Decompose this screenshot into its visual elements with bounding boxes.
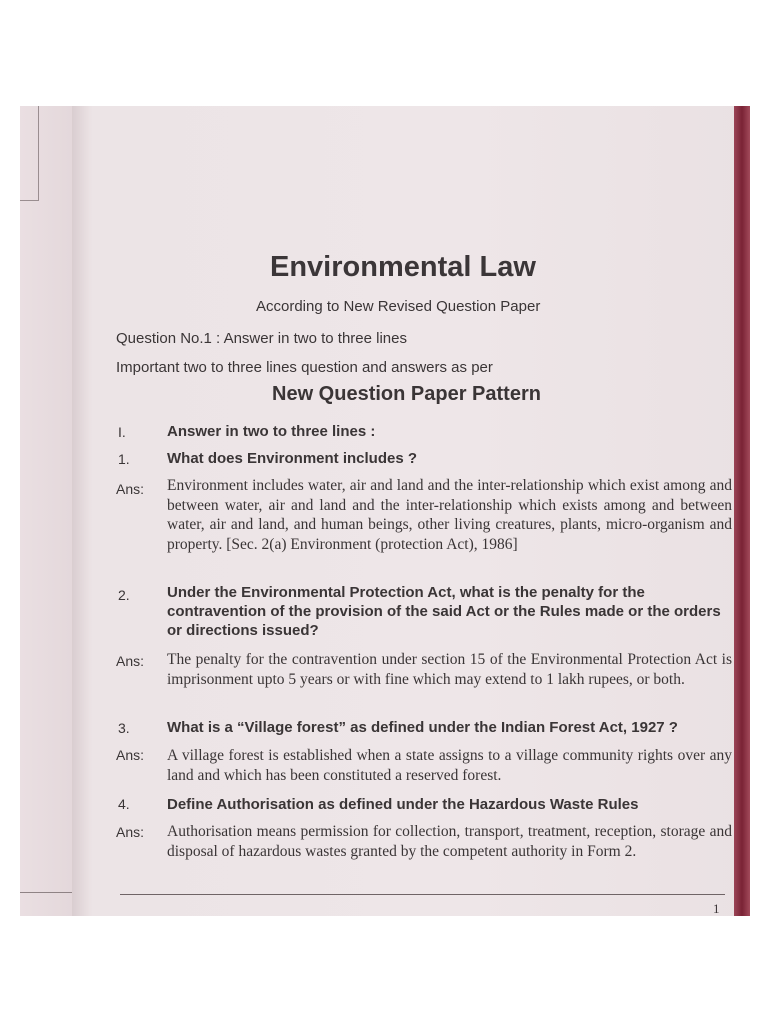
answer-text: Environment includes water, air and land and the inter-relationship which exist among and between water, air and land and the inter-relationship which exists among and between water, air and land, and human beings, other living creatures, plants, micro-organism and property. [Sec. 2(a) Environment (protection Act), 1986] <box>167 477 732 553</box>
answer-label: Ans: <box>116 747 145 763</box>
footer-rule <box>120 894 725 895</box>
left-facing-page <box>20 106 72 916</box>
question-text: Under the Environmental Protection Act, what is the penalty for the contravention of the provision of the said Act or the Rules made or the orders or directions issued? <box>167 584 721 639</box>
book-cover-edge <box>734 106 750 916</box>
question-text: Define Authorisation as defined under the Hazardous Waste Rules <box>167 796 639 813</box>
pattern-heading: New Question Paper Pattern <box>272 383 541 405</box>
question-number: 3. <box>118 720 130 736</box>
answer-text: The penalty for the contravention under section 15 of the Environmental Protection Act is imprisonment upto 5 years or with fine which may extend to 1 lakh rupees, or both. <box>167 651 732 688</box>
question-number: 4. <box>118 796 130 812</box>
section-label: Answer in two to three lines : <box>167 423 376 440</box>
answer-label: Ans: <box>116 653 145 669</box>
left-page-rule <box>20 892 72 893</box>
page-title: Environmental Law <box>270 251 536 283</box>
left-page-box <box>20 106 39 201</box>
answer-text: Authorisation means permission for collection, transport, treatment, reception, storage and disposal of hazardous wastes granted by the competent authority in Form 2. <box>167 823 732 860</box>
question-text: What does Environment includes ? <box>167 450 418 467</box>
question-number-line: Question No.1 : Answer in two to three lines <box>116 330 407 347</box>
question-text: What is a “Village forest” as defined under the Indian Forest Act, 1927 ? <box>167 719 678 736</box>
answer-text: A village forest is established when a state assigns to a village community rights over any land and which has been constituted a reserved forest. <box>167 747 732 784</box>
answer-label: Ans: <box>116 824 145 840</box>
important-line: Important two to three lines question and answers as per <box>116 359 493 376</box>
question-number: 2. <box>118 587 130 603</box>
page-number: 1 <box>713 901 720 916</box>
section-number: I. <box>118 424 126 440</box>
page-subtitle: According to New Revised Question Paper <box>256 298 541 315</box>
question-number: 1. <box>118 451 130 467</box>
book-page-photo <box>20 106 750 916</box>
answer-label: Ans: <box>116 481 145 497</box>
book-gutter <box>72 106 90 916</box>
